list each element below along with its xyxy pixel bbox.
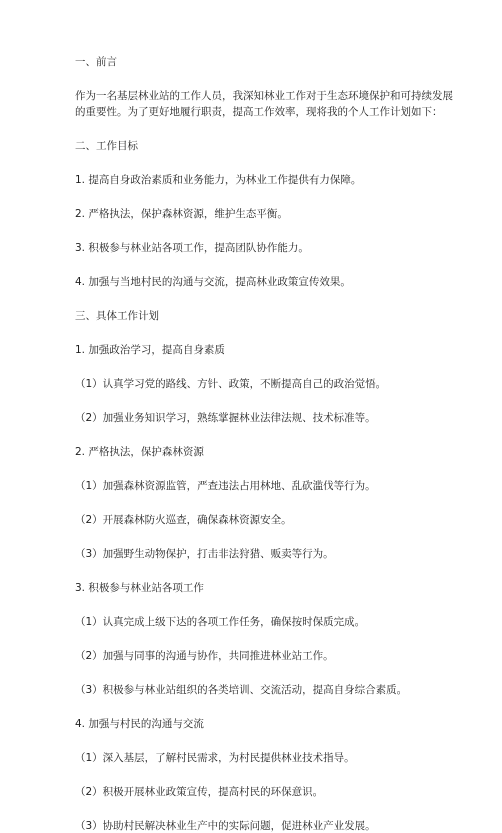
section-heading-plan: 三、具体工作计划	[75, 310, 159, 322]
goal-item-3: 3. 积极参与林业站各项工作，提高团队协作能力。	[75, 242, 309, 254]
plan-item-4-2: （2）积极开展林业政策宣传，提高村民的环保意识。	[75, 786, 324, 798]
plan-item-2-3: （3）加强野生动物保护，打击非法狩猎、贩卖等行为。	[75, 548, 334, 560]
goal-item-2: 2. 严格执法，保护森林资源，维护生态平衡。	[75, 208, 288, 220]
section-heading-preface: 一、前言	[75, 56, 117, 68]
goal-item-1: 1. 提高自身政治素质和业务能力，为林业工作提供有力保障。	[75, 174, 362, 186]
plan-heading-2: 2. 严格执法，保护森林资源	[75, 446, 204, 458]
section-heading-goals: 二、工作目标	[75, 140, 138, 152]
plan-heading-3: 3. 积极参与林业站各项工作	[75, 582, 204, 594]
plan-heading-1: 1. 加强政治学习，提高自身素质	[75, 344, 225, 356]
plan-item-3-2: （2）加强与同事的沟通与协作，共同推进林业站工作。	[75, 650, 334, 662]
plan-item-3-1: （1）认真完成上级下达的各项工作任务，确保按时保质完成。	[75, 616, 366, 628]
goal-item-4: 4. 加强与当地村民的沟通与交流，提高林业政策宣传效果。	[75, 276, 351, 288]
plan-heading-4: 4. 加强与村民的沟通与交流	[75, 718, 204, 730]
plan-item-4-3: （3）协助村民解决林业生产中的实际问题，促进林业产业发展。	[75, 820, 376, 832]
plan-item-1-1: （1）认真学习党的路线、方针、政策，不断提高自己的政治觉悟。	[75, 378, 387, 390]
intro-paragraph-line-2: 的重要性。为了更好地履行职责，提高工作效率，现将我的个人工作计划如下：	[75, 106, 443, 118]
intro-paragraph-line-1: 作为一名基层林业站的工作人员，我深知林业工作对于生态环境保护和可持续发展	[75, 90, 453, 102]
plan-item-3-3: （3）积极参与林业站组织的各类培训、交流活动，提高自身综合素质。	[75, 684, 408, 696]
plan-item-4-1: （1）深入基层，了解村民需求，为村民提供林业技术指导。	[75, 752, 355, 764]
plan-item-2-1: （1）加强森林资源监管，严查违法占用林地、乱砍滥伐等行为。	[75, 480, 376, 492]
plan-item-2-2: （2）开展森林防火巡查，确保森林资源安全。	[75, 514, 292, 526]
plan-item-1-2: （2）加强业务知识学习，熟练掌握林业法律法规、技术标准等。	[75, 412, 376, 424]
document-body	[75, 56, 453, 833]
